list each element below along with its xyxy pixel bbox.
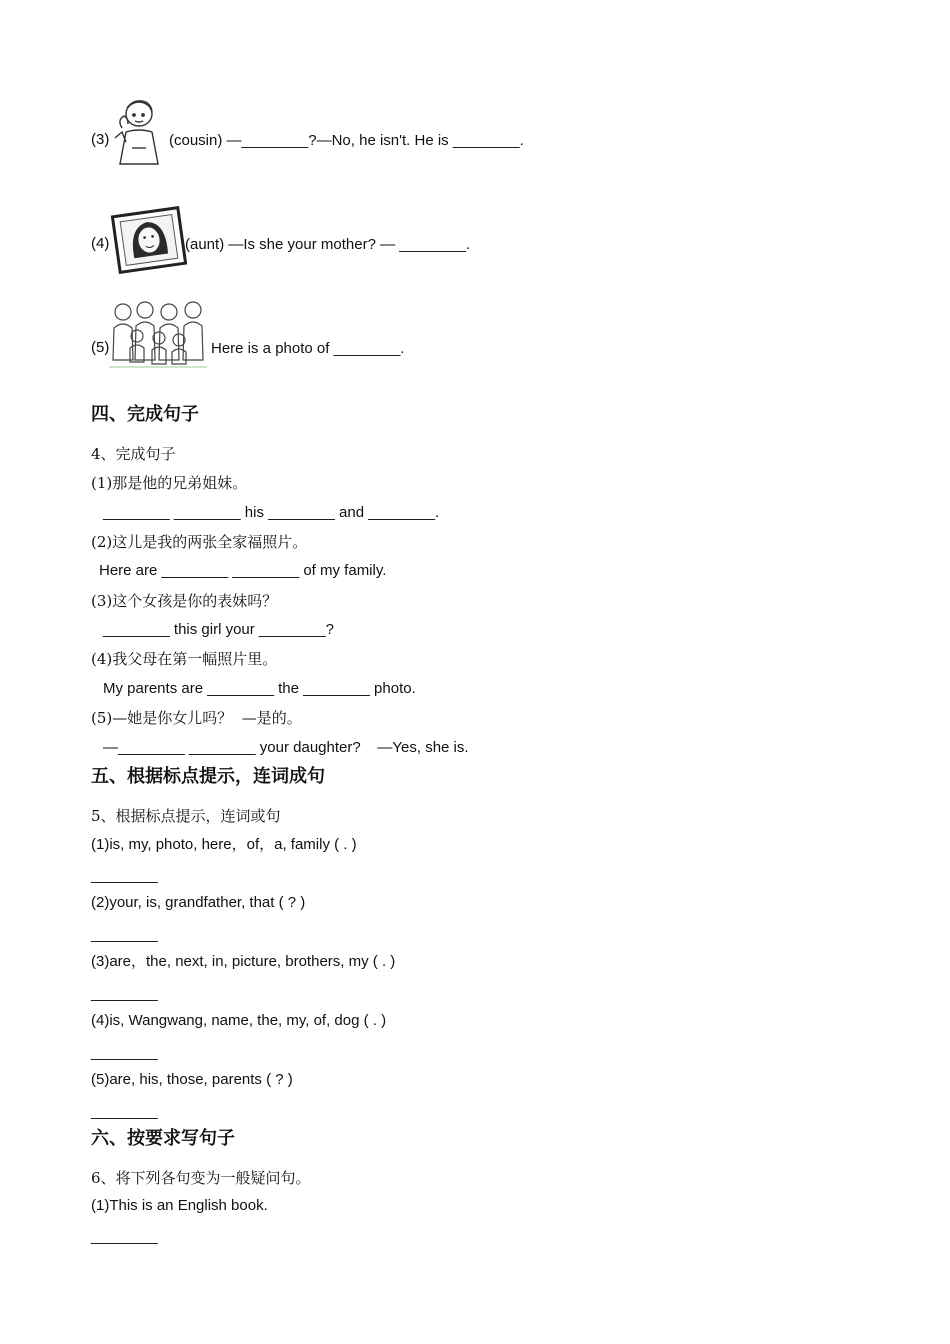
question: (3)are，the, next, in, picture, brothers, my ( . ) — [91, 953, 396, 970]
answer-blank: ________ — [91, 867, 158, 884]
answer-blank: ________ — [91, 1103, 158, 1120]
chinese-sentence: (3)这个女孩是你的表妹吗？ — [91, 592, 278, 610]
chinese-sentence: (5)—她是你女儿吗？ —是的。 — [91, 709, 302, 727]
answer-blank: ________ — [91, 1228, 158, 1245]
question: (5)are, his, those, parents ( ? ) — [91, 1071, 293, 1088]
section-heading: 六、按要求写句子 — [91, 1128, 235, 1149]
chinese-sentence: (1)那是他的兄弟姐妹。 — [91, 474, 248, 492]
fill-in-sentence: Here are ________ ________ of my family. — [99, 562, 387, 579]
question: (2)your, is, grandfather, that ( ? ) — [91, 894, 306, 911]
item-number: (4) — [91, 235, 110, 252]
item-number: (3) — [91, 131, 110, 148]
answer-blank: ________ — [91, 1044, 158, 1061]
instruction: 5、根据标点提示，连词或句 — [91, 807, 281, 825]
chinese-sentence: (4)我父母在第一幅照片里。 — [91, 650, 278, 668]
fill-in-sentence: ________ this girl your ________? — [103, 621, 335, 638]
section-heading: 四、完成句子 — [91, 404, 199, 425]
fill-in-sentence: My parents are ________ the ________ photo. — [103, 680, 416, 697]
answer-blank: ________ — [91, 985, 158, 1002]
answer-blank: ________ — [91, 926, 158, 943]
question-text: Here is a photo of ________. — [211, 340, 405, 357]
question-text: (cousin) —________?—No, he isn't. He is ________. — [169, 132, 524, 149]
boy-with-hand-on-face-illustration — [112, 98, 162, 170]
family-group-illustration — [109, 298, 207, 368]
fill-in-sentence: —________ ________ your daughter? —Yes, she is. — [103, 739, 469, 756]
framed-woman-portrait-illustration — [110, 206, 188, 274]
section-heading: 五、根据标点提示，连词成句 — [91, 766, 325, 787]
question-text: (aunt) —Is she your mother? — ________. — [185, 236, 471, 253]
instruction: 4、完成句子 — [91, 445, 176, 463]
fill-in-sentence: ________ ________ his ________ and ________. — [103, 504, 440, 521]
item-number: (5) — [91, 339, 110, 356]
instruction: 6、将下列各句变为一般疑问句。 — [91, 1169, 311, 1187]
question: (1)This is an English book. — [91, 1197, 268, 1214]
question: (1)is, my, photo, here，of，a, family ( . ) — [91, 836, 357, 853]
question: (4)is, Wangwang, name, the, my, of, dog ( . ) — [91, 1012, 387, 1029]
chinese-sentence: (2)这儿是我的两张全家福照片。 — [91, 533, 308, 551]
